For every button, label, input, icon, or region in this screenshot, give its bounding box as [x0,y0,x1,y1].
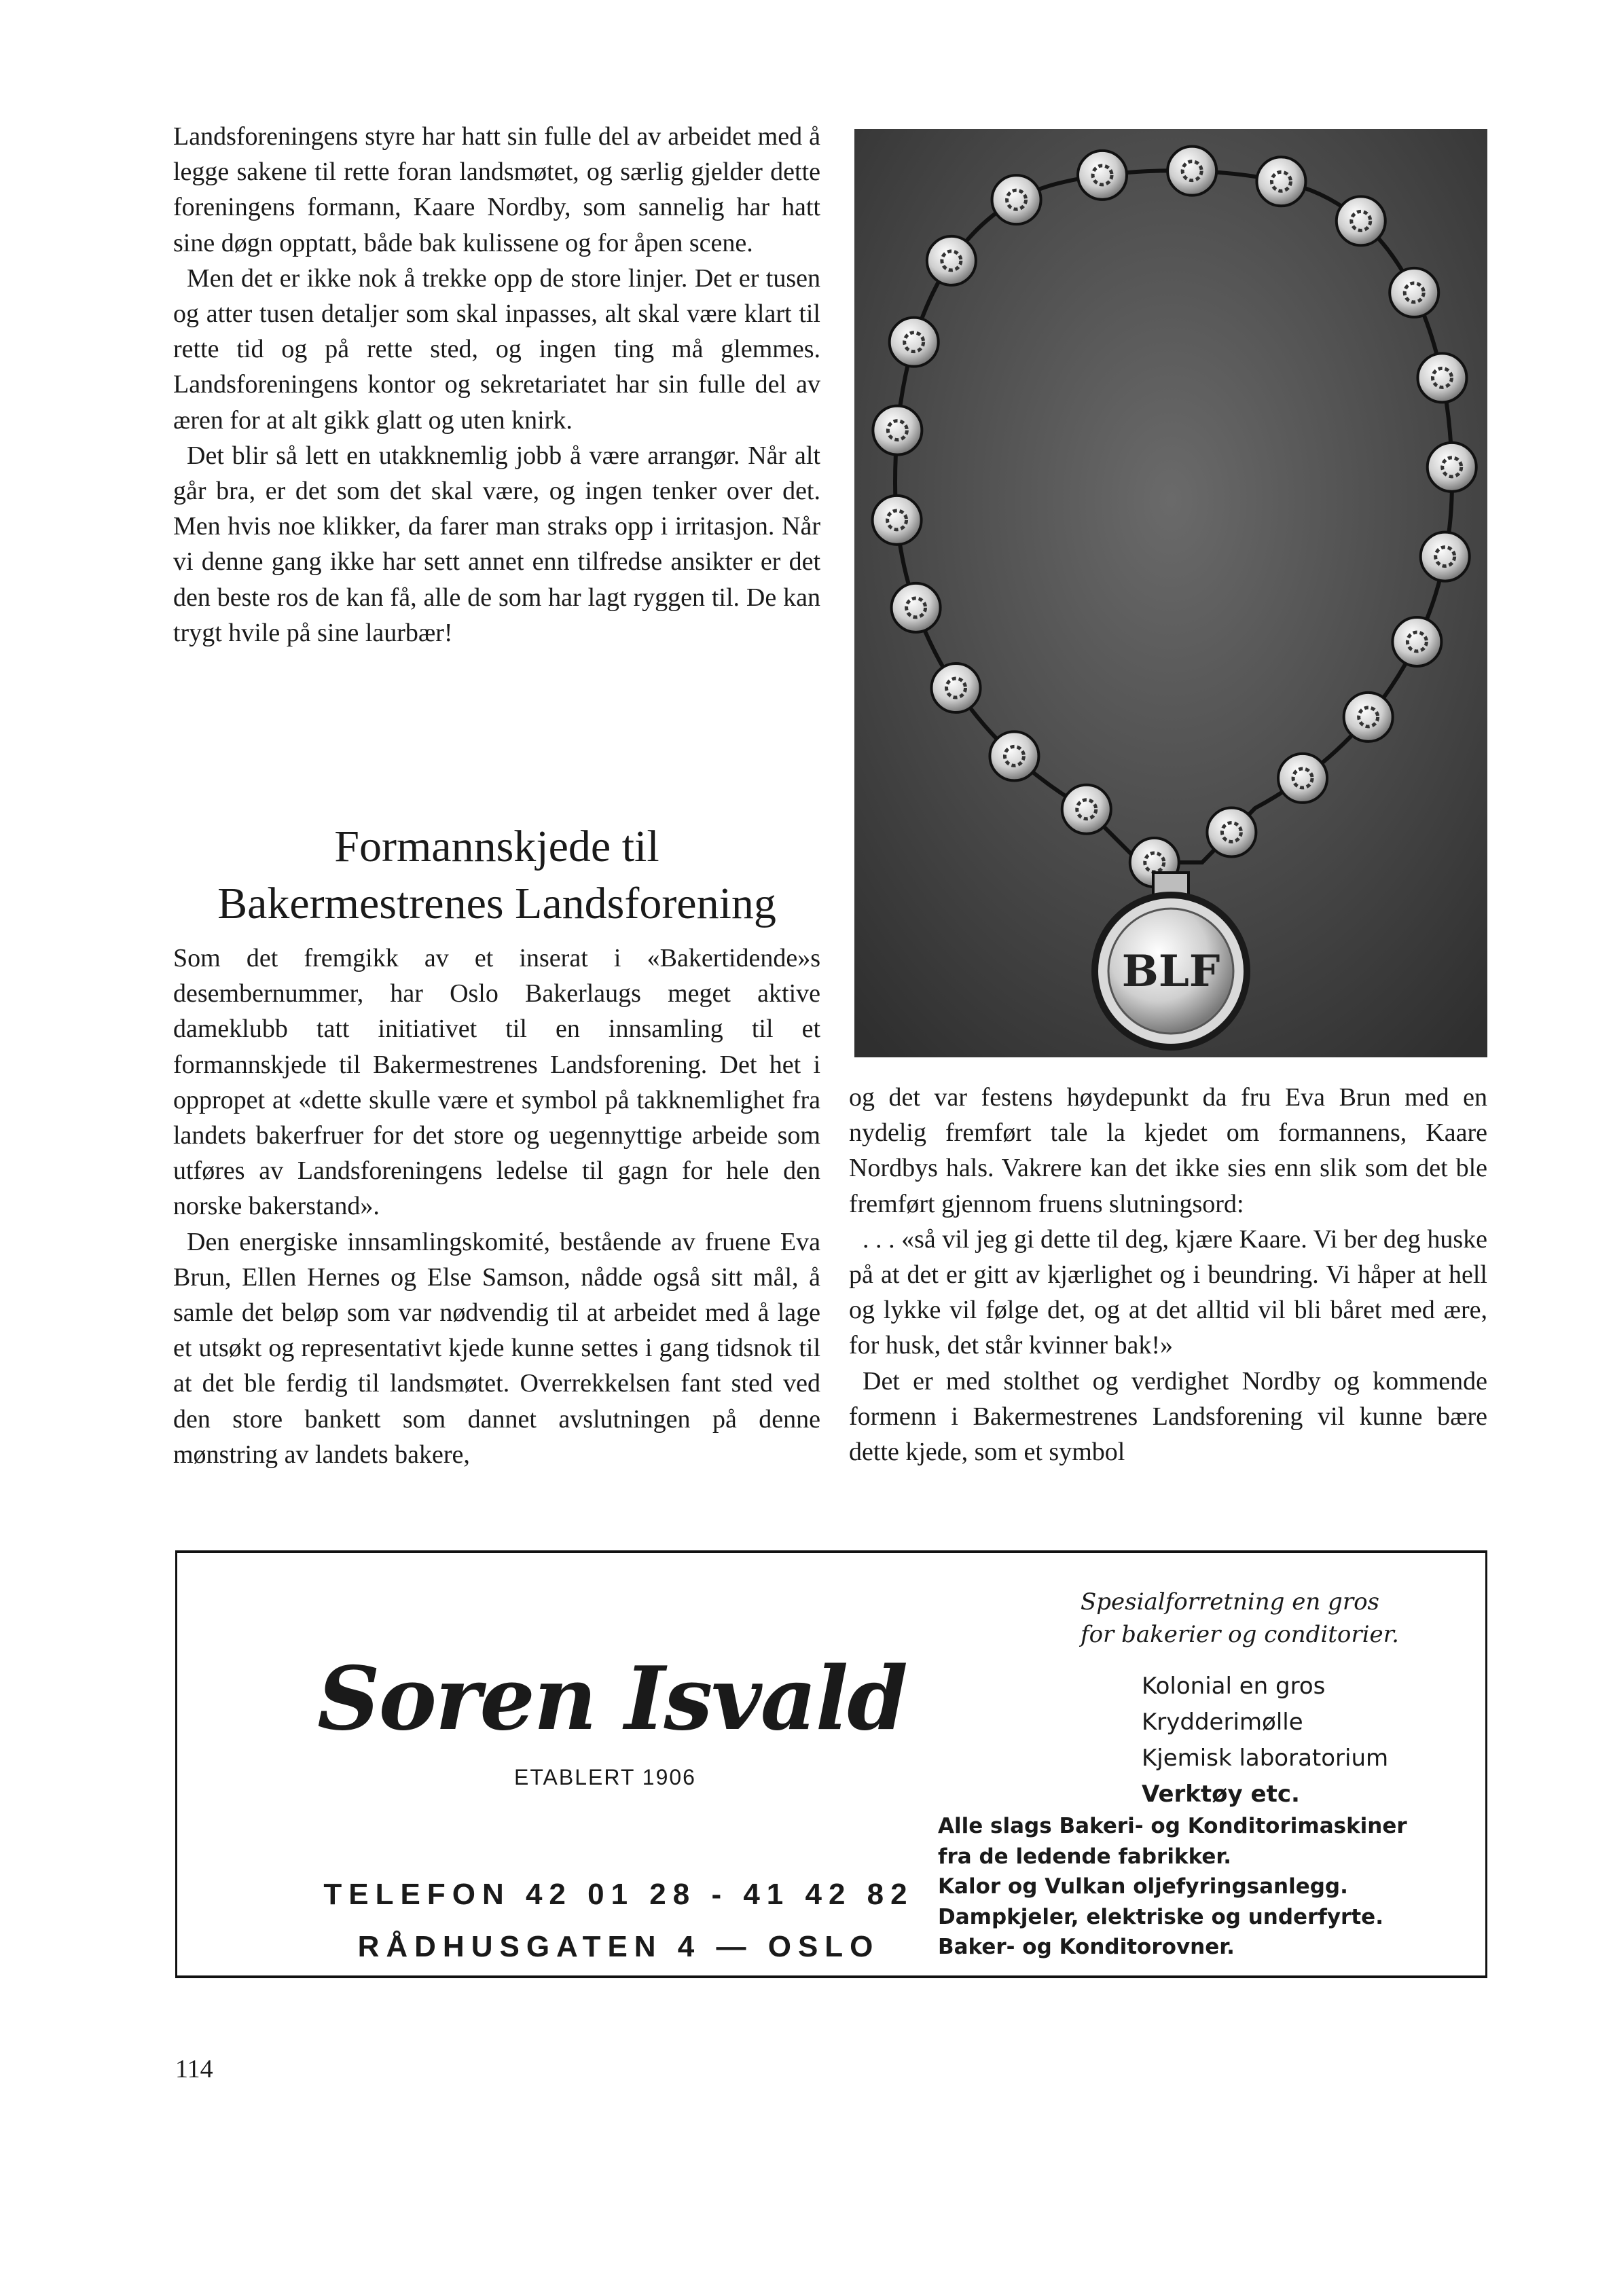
chain-link [1078,151,1127,200]
article-heading [173,818,820,932]
paragraph: Den energiske innsamlingskomité, bestående av fruene Eva Brun, Ellen Hernes og Else Samson, nådde også sitt mål, å samle det beløp som var nødvendig til at arbeidet med å lage et utsøkt og representativt kjede kunne settes i gang tidsnok til at det ble ferdig til landsmøtet. Overrekkelsen fant sted ved den store bankett som dannet avslutningen på denne mønstring av landets bakere, [173,1227,820,1469]
paragraph: Men det er ikke nok å trekke opp de store linjer. Det er tusen og atter tusen detaljer som skal inpasses, alt skal være klart til rette tid og på rette sted, og ingen ting må glemmes. Landsforeningens kontor og sekretariatet har sin fulle del av æren for at alt gikk glatt og uten knirk. [173,263,820,435]
chain-link [892,583,941,632]
heading-line: Formannskjede til [334,822,659,871]
chain-link [932,663,981,712]
advertisement-box [175,1550,1487,1978]
ad-line: Dampkjeler, elektriske og underfyrte. [938,1904,1383,1929]
ad-tagline-line: Spesialforretning en gros [1081,1588,1379,1616]
chain-link [873,496,922,545]
ad-line: fra de ledende fabrikker. [938,1844,1232,1869]
ad-product: Kolonial en gros [1142,1673,1326,1700]
ad-product: Verktøy etc. [1142,1781,1300,1808]
page-number: 114 [175,2055,213,2083]
paragraph: og det var festens høydepunkt da fru Eva Brun med en nydelig fremført tale la kjedet om formannens, Kaare Nordbys hals. Vakrere kan det ikke sies enn slik som det ble fremført gjennom fruens slutningsord: [849,1083,1487,1218]
chain-link [1167,147,1216,196]
ad-phone: TELEFON 42 01 28 - 41 42 82 [323,1878,914,1911]
chain-link [1421,532,1470,581]
ad-line: Baker- og Konditorovner. [938,1935,1235,1959]
chain-illustration [854,129,1487,1057]
article-text-column-left [173,941,820,1472]
chain-link [1207,807,1256,856]
chain-link [990,731,1038,780]
chain-link [1337,196,1385,245]
ad-brand-name: Soren Isvald [317,1648,907,1750]
paragraph: Det er med stolthet og verdighet Nordby og kommende formenn i Bakermestrenes Landsforening vil kunne bære dette kjede, som et symbol [849,1366,1487,1467]
chain-link [1256,157,1305,206]
ad-address: RÅDHUSGATEN 4 — OSLO [357,1930,880,1963]
paragraph: Landsforeningens styre har hatt sin fulle del av arbeidet med å legge sakene til rette foran landsmøtet, og særlig gjelder dette foreningens formann, Kaare Nordby, som sannelig har hatt sine døgn opptatt, både bak kulissene og for åpen scene. [173,122,820,257]
chain-link [1428,443,1476,492]
article-text-column-right [849,1080,1487,1470]
heading-line: Bakermestrenes Landsforening [217,879,776,928]
chain-link [1417,353,1466,402]
chain-photo [854,129,1487,1057]
intro-text-column [173,119,820,651]
ad-service-lines [938,1811,1474,1963]
ad-established: ETABLERT 1906 [514,1765,696,1789]
chain-link [927,236,976,285]
ad-product-list [1142,1669,1468,1812]
ad-line: Kalor og Vulkan oljefyringsanlegg. [938,1874,1348,1899]
chain-link [992,175,1041,224]
chain-link [1390,268,1438,317]
ad-product: Kjemisk laboratorium [1142,1745,1389,1772]
paragraph: Som det fremgikk av et inserat i «Bakertidende»s desembernummer, har Oslo Bakerlaugs meget aktive dameklubb tatt initiativet til en innsamling til et formannskjede til Bakermestrenes Landsforening. Det het i oppropet at «dette skulle være et symbol på takknemlighet fra landets bakerfruer for det store og uegennyttige arbeide som utføres av Landsforeningens ledelse til gagn for hele den norske bakerstand». [173,944,820,1221]
chain-link [1344,693,1393,742]
chain-link [1062,785,1111,834]
ad-tagline [1081,1586,1474,1651]
ad-product: Krydderimølle [1142,1709,1303,1736]
ad-line: Alle slags Bakeri- og Konditorimaskiner [938,1814,1407,1838]
ad-tagline-line: for bakerier og conditorier. [1081,1621,1399,1648]
chain-link [890,318,939,367]
chain-link [1278,754,1327,803]
medallion-text: BLF [1121,946,1220,997]
paragraph: Det blir så lett en utakknemlig jobb å være arrangør. Når alt går bra, er det som det skal være, og ingen tenker over det. Men hvis noe klikker, da farer man straks opp i irritasjon. Når vi denne gang ikke har sett annet enn tilfredse ansikter er det den beste ros de kan få, alle de som har lagt ryggen til. De kan trygt hvile på sine laurbær! [173,441,820,647]
chain-link [873,406,922,455]
paragraph: . . . «så vil jeg gi dette til deg, kjære Kaare. Vi ber deg huske på at det er gitt av kjærlighet og i beundring. Vi håper at hell og lykke vil følge det, og at det alltid vil bli båret med ære, for husk, det står kvinner bak!» [849,1224,1487,1360]
chain-link [1392,617,1441,666]
